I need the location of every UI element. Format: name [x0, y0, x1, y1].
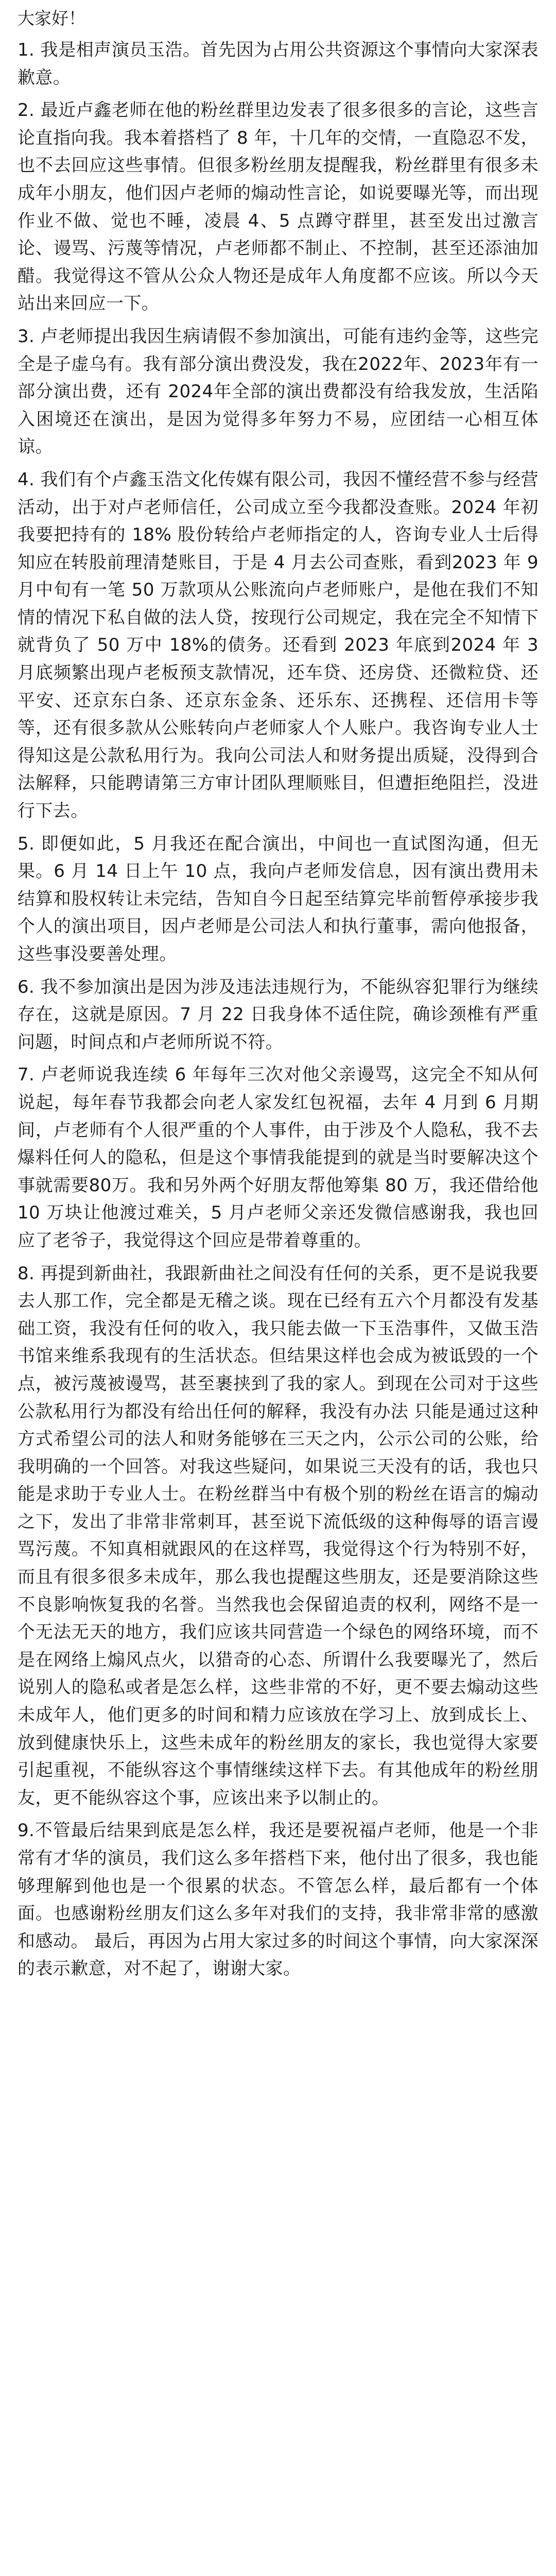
paragraph-2: 2. 最近卢鑫老师在他的粉丝群里边发表了很多很多的言论，这些言论直指向我。我本着搭档了 8 年，十几年的交情，一直隐忍不发，也不去回应这些事情。但很多粉丝朋友提醒我，粉丝群里有很多未成年小朋友，他们因卢老师的煽动性言论，如说要曝光等，而出现作业不做、觉也不睡，凌晨 4、5 点蹲守群里，甚至发出过激言论、谩骂、污蔑等情况，卢老师都不制止、不控制，甚至还添油加醋。我觉得这不管从公众人物还是成年人角度都不应该。所以今天站出来回应一下。 — [18, 100, 538, 314]
paragraph-4: 4. 我们有个卢鑫玉浩文化传媒有限公司，我因不懂经营不参与经营活动，出于对卢老师信任，公司成立至今我都没查账。2024 年初我要把持有的 18% 股份转给卢老师指定的人，咨询专业人士后得知应在转股前理清楚账目，于是 4 月去公司查账，看到2023 年 9 月中旬有一笔 50 万款项从公账流向卢老师账户，是他在我们不知情的情况下私自做的法人贷，按现行公司规定，我在完全不知情下就背负了 50 万中 18%的债务。还看到 2023 年底到2024 年 3 月底频繁出现卢老板预支款情况，还车贷、还房贷、还微粒贷、还平安、还京东白条、还京东金条、还乐东、还携程、还信用卡等等，还有很多款从公账转向卢老师家人个人账户。我咨询专业人士得知这是公款私用行为。我向公司法人和财务提出质疑，没得到合法解释，只能聘请第三方审计团队理顺账目，但遭拒绝阻拦，没进行下去。 — [18, 469, 538, 822]
paragraph-5: 5. 即便如此，5 月我还在配合演出，中间也一直试图沟通，但无果。6 月 14 日上午 10 点，我向卢老师发信息，因有演出费用未结算和股权转让未完结，告知自今日起至结算完毕前暂停承接步我个人的演出项目，因卢老师是公司法人和执行董事，需向他报备，这些事没要善处理。 — [18, 833, 538, 964]
paragraph-3: 3. 卢老师提出我因生病请假不参加演出，可能有违约金等，这些完全是子虚乌有。我有部分演出费没发，我在2022年、2023年有一部分演出费，还有 2024年全部的演出费都没有给我发放，生活陷入困境还在演出，是因为觉得多年努力不易，应团结一心相互体谅。 — [18, 326, 538, 457]
paragraph-1: 1. 我是相声演员玉浩。首先因为占用公共资源这个事情向大家深表歉意。 — [18, 40, 538, 88]
greeting-line: 大家好！ — [18, 8, 85, 28]
paragraph-8: 8. 再提到新曲社，我跟新曲社之间没有任何的关系，更不是说我要去人那工作，完全都是无稽之谈。现在已经有五六个月都没有发基础工资，我没有任何的收入，我只能去做一下玉浩事件，又做玉浩书馆来维系我现有的生活状态。但结果这样也会成为被诋毁的一个点，被污蔑被谩骂，甚至裹挟到了我的家人。到现在公司对于这些公款私用行为都没有给出任何的解释，我没有办法 只能是通过这种方式希望公司的法人和财务能够在三天之内，公示公司的公账，给我明确的一个回答。对我这些疑问，如果说三天没有的话，我也只能是求助于专业人士。在粉丝群当中有极个别的粉丝在语言的煽动之下，发出了非常非常刺耳，甚至说下流低级的这种侮辱的语言谩骂污蔑。不知真相就跟风的在这样骂，我觉得这个行为特别不好，而且有很多很多未成年，那么我也提醒这些朋友，还是要消除这些不良影响恢复我的名誉。当然我也会保留追责的权利，网络不是一个无法无天的地方，我们应该共同营造一个绿色的网络环境，而不是在网络上煽风点火，以猎奇的心态、所谓什么我要曝光了，然后说别人的隐私或者是怎么样，这些非常的不好，更不要去煽动这些未成年人，他们更多的时间和精力应该放在学习上、放到成长上、放到健康快乐上，这些未成年的粉丝朋友的家长，我也觉得大家要引起重视，不能纵容这个事情继续这样下去。有其他成年的粉丝朋友，更不能纵容这个事，应该出来予以制止的。 — [18, 1263, 538, 1808]
paragraph-6: 6. 我不参加演出是因为涉及违法违规行为，不能纵容犯罪行为继续存在，这就是原因。7 月 22 日我身体不适住院，确诊颈椎有严重问题，时间点和卢老师所说不符。 — [18, 976, 538, 1053]
paragraph-9: 9.不管最后结果到底是怎么样，我还是要祝福卢老师，他是一个非常有才华的演员，我们这么多年搭档下来，他付出了很多，我也能够理解到他也是一个很累的状态。不管怎么样，最后都有一个体面。也感谢粉丝朋友们这么多年对我们的支持，我非常非常的感激和感动。 最后，再因为占用大家过多的时间这个事情，向大家深深的表示歉意，对不起了，谢谢大家。 — [18, 1820, 538, 1979]
paragraph-7: 7. 卢老师说我连续 6 年每年三次对他父亲谩骂，这完全不知从何说起，每年春节我都会向老人家发红包祝福，去年 4 月到 6 月期间，卢老师有个人很严重的个人事件，由于涉及个人隐私，我不去爆料任何人的隐私，但是这个事情我能提到的就是当时要解决这个事就需要80万。我和另外两个好朋友帮他筹集 80 万，我还借给他 10 万块让他渡过难关，5 月卢老师父亲还发微信感谢我，我也回应了老爷子，我觉得这个回应是带着尊重的。 — [18, 1064, 538, 1251]
